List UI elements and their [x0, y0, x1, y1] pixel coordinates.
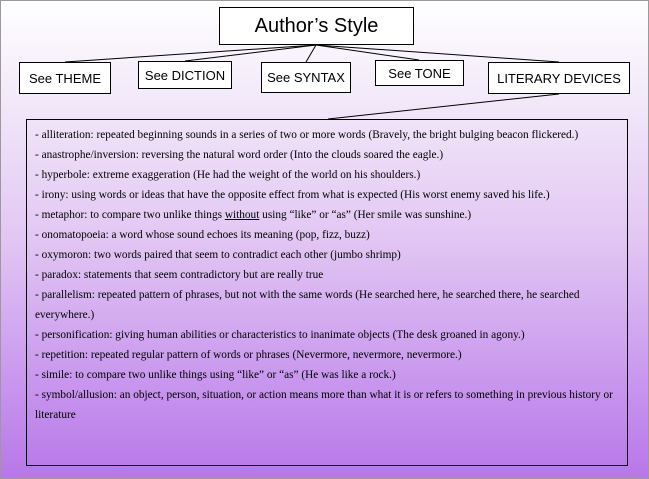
branch-tone: See TONE — [375, 60, 464, 86]
device-item: - simile: to compare two unlike things using “like” or “as” (He was like a rock.) — [35, 369, 396, 381]
device-item: - paradox: statements that seem contradictory but are really true — [35, 269, 324, 281]
connector-theme — [65, 45, 316, 62]
device-item: - repetition: repeated regular pattern of words or phrases (Nevermore, nevermore, nevermore.) — [35, 349, 462, 361]
device-item: - personification: giving human abilities or characteristics to inanimate objects (The desk groaned in agony.) — [35, 329, 525, 341]
branch-syntax: See SYNTAX — [261, 62, 351, 93]
emphasized-word: without — [224, 209, 260, 221]
device-item: - oxymoron: two words paired that seem to contradict each other (jumbo shrimp) — [35, 249, 401, 261]
device-item: - anastrophe/inversion: reversing the natural word order (Into the clouds soared the eagle.) — [35, 149, 444, 161]
connector-devices-list — [328, 94, 559, 119]
connector-tone — [316, 45, 419, 60]
device-item: - irony: using words or ideas that have the opposite effect from what is expected (His worst enemy saved his life.) — [35, 189, 550, 201]
device-text: using “like” or “as” (Her smile was sunshine.) — [259, 209, 472, 221]
literary-devices-list — [26, 119, 628, 466]
device-item: - symbol/allusion: an object, person, situation, or action means more than what it is or refers to something in previous history or literature — [35, 389, 613, 421]
device-item: - alliteration: repeated beginning sounds in a series of two or more words (Bravely, the bright bulging beacon flickered.) — [35, 129, 579, 141]
device-text: - metaphor: to compare two unlike things — [35, 209, 225, 221]
device-item-metaphor — [35, 205, 619, 225]
device-item: - parallelism: repeated pattern of phrases, but not with the same words (He searched here, he searched there, he searched everywhere.) — [35, 289, 580, 321]
branch-theme: See THEME — [19, 62, 111, 94]
branch-diction: See DICTION — [138, 61, 232, 89]
device-item: - onomatopoeia: a word whose sound echoes its meaning (pop, fizz, buzz) — [35, 229, 370, 241]
diagram-title: Author’s Style — [219, 7, 414, 45]
branch-literary-devices: LITERARY DEVICES — [488, 62, 630, 94]
connector-syntax — [306, 45, 316, 62]
device-item: - hyperbole: extreme exaggeration (He had the weight of the world on his shoulders.) — [35, 169, 421, 181]
